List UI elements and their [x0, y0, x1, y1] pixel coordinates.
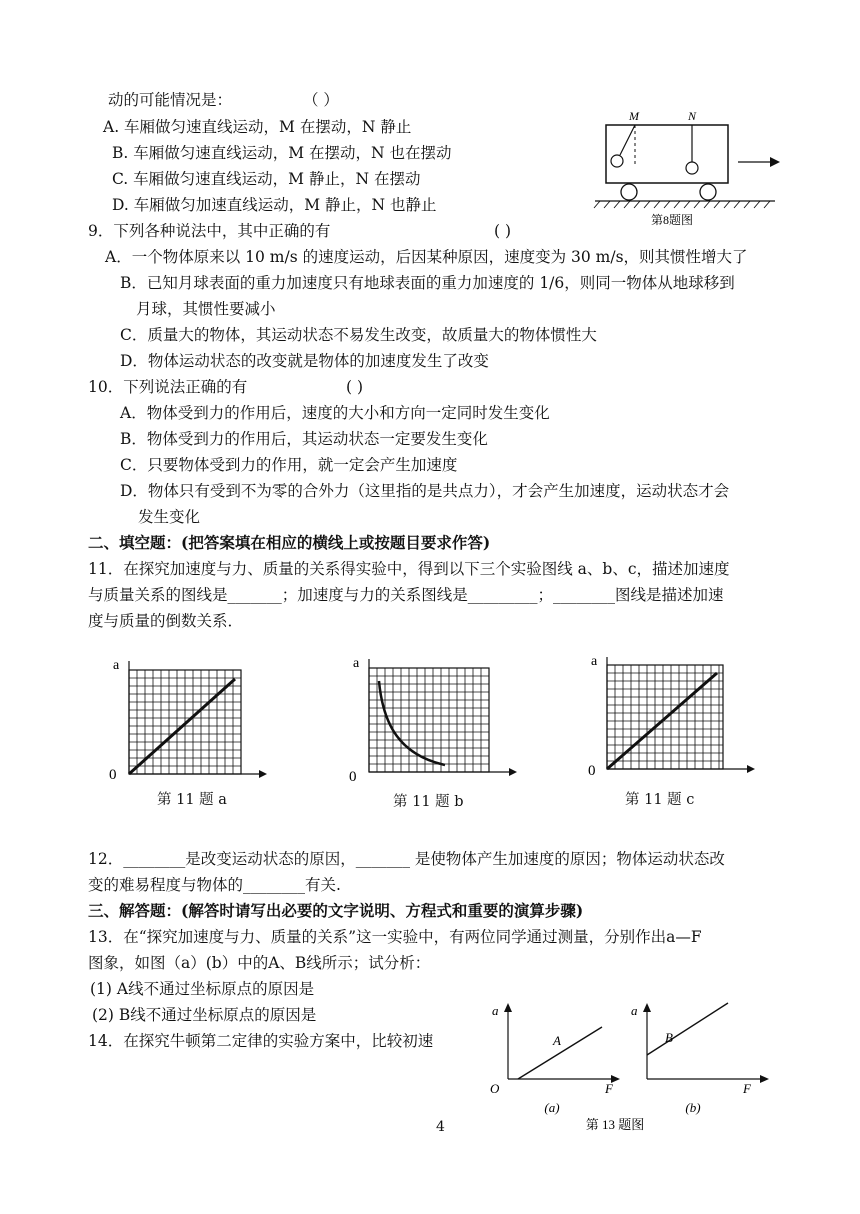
q9-stem: 9．下列各种说法中，其中正确的有	[88, 222, 331, 240]
q10-answer-paren: ( )	[346, 378, 364, 396]
axis-y-label: a	[113, 658, 120, 673]
section-2-heading: 二、填空题：(把答案填在相应的横线上或按题目要求作答)	[88, 533, 491, 552]
q11-graph-c	[585, 655, 760, 785]
q13-figure	[480, 995, 780, 1135]
q8-option-a: A. 车厢做匀速直线运动，M 在摆动，N 静止	[103, 118, 412, 136]
q13-sub-2: (2) B线不通过坐标原点的原因是	[92, 1006, 317, 1024]
q8-answer-paren: （ ）	[303, 91, 339, 109]
q13-panel-a-label: (a)	[544, 1100, 560, 1115]
q13-caption: 第 13 题图	[585, 1117, 645, 1132]
q10-option-a: A．物体受到力的作用后，速度的大小和方向一定同时发生变化	[120, 404, 550, 422]
axis-y-label: a	[353, 656, 360, 671]
q11-caption-b: 第 11 题 b	[393, 794, 464, 810]
q10-option-d-cont: 发生变化	[138, 508, 201, 526]
page-number: 4	[436, 1119, 445, 1135]
q13-line-b-label: B	[665, 1030, 673, 1045]
q8-label-n: N	[687, 109, 697, 123]
q8-option-d: D. 车厢做匀加速直线运动，M 静止，N 也静止	[112, 196, 437, 214]
q13b-axis-x: F	[743, 1081, 751, 1096]
q10-option-d: D．物体只有受到不为零的合外力（这里指的是共点力），才会产生加速度，运动状态才会	[120, 482, 730, 500]
q13-line-2: 图象，如图（a）(b）中的A、B线所示；试分析：	[88, 954, 431, 972]
q13-line-1: 13．在“探究加速度与力、质量的关系”这一实验中，有两位同学通过测量，分别作出a—F	[88, 928, 702, 946]
q11-graph-b	[345, 655, 525, 785]
q13a-axis-x: F	[605, 1081, 613, 1096]
q11-caption-c: 第 11 题 c	[625, 792, 695, 808]
q11-graph-a	[105, 655, 270, 785]
section-3-heading: 三、解答题：(解答时请写出必要的文字说明、方程式和重要的演算步骤)	[88, 901, 584, 920]
q8-option-c: C. 车厢做匀速直线运动，M 静止，N 在摆动	[112, 170, 421, 188]
q12-line-2: 变的难易程度与物体的________有关.	[88, 876, 341, 894]
q8-caption: 第8题图	[650, 213, 694, 227]
q11-line-3: 度与质量的倒数关系．	[88, 612, 244, 630]
q13a-origin: O	[490, 1081, 500, 1096]
q13a-axis-y: a	[492, 1003, 499, 1018]
q13-line-a-label: A	[553, 1033, 561, 1048]
q10-option-c: C．只要物体受到力的作用，就一定会产生加速度	[120, 456, 458, 474]
q11-caption-a: 第 11 题 a	[157, 792, 227, 808]
origin-label: 0	[588, 763, 596, 779]
q11-line-2: 与质量关系的图线是_______；加速度与力的关系图线是_________；________图线是描述加速	[88, 586, 724, 604]
q9-option-b: B．已知月球表面的重力加速度只有地球表面的重力加速度的 1/6，则同一物体从地球移到	[120, 274, 735, 292]
q8-label-m: M	[629, 109, 639, 123]
q9-option-a: A．一个物体原来以 10 m/s 的速度运动，后因某种原因，速度变为 30 m/s，则其惯性增大了	[105, 248, 748, 266]
q13-sub-1: (1) A线不通过坐标原点的原因是	[90, 980, 315, 998]
origin-label: 0	[349, 769, 357, 785]
q9-answer-paren: ( )	[494, 222, 512, 240]
q12-line-1: 12．________是改变运动状态的原因，_______ 是使物体产生加速度的原因；物体运动状态改	[88, 850, 725, 868]
q13b-axis-y: a	[631, 1003, 638, 1018]
q9-option-b-cont: 月球，其惯性要减小	[136, 300, 276, 318]
q8-option-b: B. 车厢做匀速直线运动，M 在摆动，N 也在摆动	[112, 144, 452, 162]
axis-y-label: a	[591, 655, 598, 669]
q9-option-c: C．质量大的物体，其运动状态不易发生改变，故质量大的物体惯性大	[120, 326, 597, 344]
q11-line-1: 11．在探究加速度与力、质量的关系得实验中，得到以下三个实验图线 a、b、c，描述加速度	[88, 560, 730, 578]
q14-line-1: 14．在探究牛顿第二定律的实验方案中，比较初速	[88, 1032, 434, 1050]
q8-carriage-figure	[590, 105, 790, 235]
q9-option-d: D．物体运动状态的改变就是物体的加速度发生了改变	[120, 352, 489, 370]
q10-option-b: B．物体受到力的作用后，其运动状态一定要发生变化	[120, 430, 488, 448]
q10-stem: 10．下列说法正确的有	[88, 378, 248, 396]
origin-label: 0	[109, 767, 117, 783]
q13-panel-b-label: (b)	[685, 1100, 701, 1115]
q8-stem-tail: 动的可能情况是：	[108, 91, 233, 109]
